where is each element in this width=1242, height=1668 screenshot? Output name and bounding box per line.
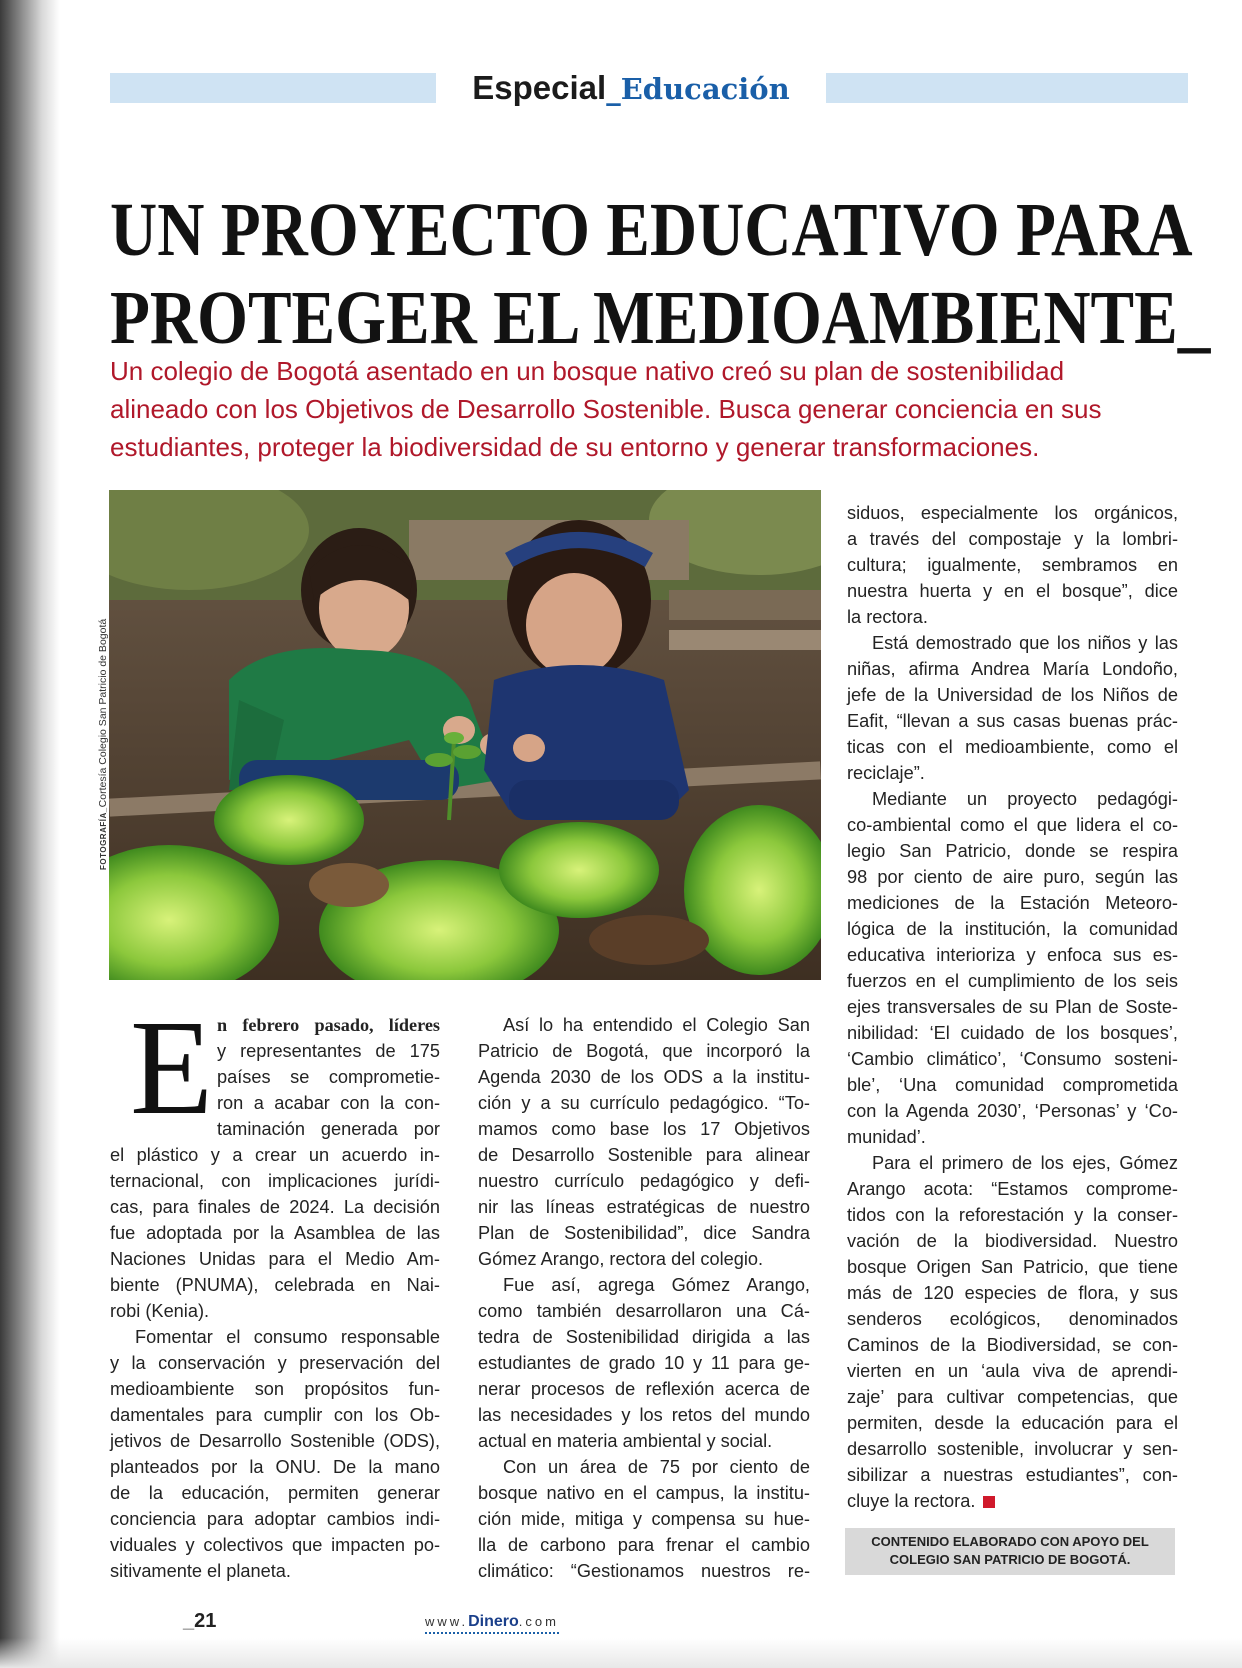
photo-credit-label: FOTOGRAFÍA_ — [99, 807, 108, 870]
text-line: nuestra huerta y en el bosque”, dice — [847, 581, 1178, 601]
article-column-2 — [478, 1012, 810, 1584]
text-line: Está demostrado que los niños y las — [872, 633, 1178, 653]
text-line: la rectora. — [847, 607, 928, 627]
text-line: ejes transversales de su Plan de Soste- — [847, 997, 1178, 1017]
site-url — [425, 1613, 559, 1634]
garden-photo-illustration — [109, 490, 821, 980]
text-line: mediciones de la Estación Meteoro- — [847, 893, 1178, 913]
text-line: Arango acota: “Estamos comprome- — [847, 1179, 1178, 1199]
section-label — [436, 66, 826, 110]
text-line: ble’, ‘Una comunidad comprometida — [847, 1075, 1178, 1095]
text-line: estudiantes de grado 10 y 11 para ge- — [478, 1353, 810, 1373]
text-line: a través del compostaje y la lombri- — [847, 529, 1178, 549]
text-line: biente (PNUMA), celebrada en Nai- — [110, 1275, 440, 1295]
text-line: lla de carbono para frenar el cambio — [478, 1535, 810, 1555]
sponsor-note-line: CONTENIDO ELABORADO CON APOYO DEL — [871, 1534, 1149, 1549]
text-line: planteados por la ONU. De la mano — [110, 1457, 440, 1477]
text-line: ternacional, con implicaciones jurídi- — [110, 1171, 440, 1191]
text-line: conciencia para adoptar cambios indi- — [110, 1509, 440, 1529]
text-line: lógica de la institución, la comunidad — [847, 919, 1178, 939]
site-url-prefix: www. — [425, 1614, 469, 1629]
text-line: permiten, desde la educación para el — [847, 1413, 1178, 1433]
text-line: más de 120 especies de flora, y sus — [847, 1283, 1178, 1303]
page-number — [183, 1610, 216, 1633]
text-line: Mediante un proyecto pedagógi- — [872, 789, 1178, 809]
text-line: Así lo ha entendido el Colegio San — [503, 1015, 810, 1035]
end-of-article-mark — [983, 1496, 995, 1508]
text-line-final-text: cluye la rectora. — [847, 1491, 976, 1511]
text-line: ción mide, mitiga y compensa su hue- — [478, 1509, 810, 1529]
text-line: Fomentar el consumo responsable — [135, 1327, 440, 1347]
text-line: reciclaje”. — [847, 763, 925, 783]
text-line: jefe de la Universidad de los Niños de — [847, 685, 1178, 705]
text-line: Plan de Sostenibilidad”, dice Sandra — [478, 1223, 810, 1243]
section-label-secondary: _Educación — [606, 72, 790, 106]
deck-line: alineado con los Objetivos de Desarrollo Sostenible. Busca generar conciencia en sus — [110, 394, 1102, 424]
text-line: con la Agenda 2030’, ‘Personas’ y ‘Co- — [847, 1101, 1178, 1121]
text-line: robi (Kenia). — [110, 1301, 210, 1321]
text-line: zaje’ para cultivar competencias, que — [847, 1387, 1178, 1407]
text-line: Patricio de Bogotá, que incorporó la — [478, 1041, 810, 1061]
text-line: Agenda 2030 de los ODS a la institu- — [478, 1067, 810, 1087]
text-line: de la educación, permiten generar — [110, 1483, 440, 1503]
photo-credit-text: Cortesía Colegio San Patricio de Bogotá — [97, 618, 109, 808]
text-line: Para el primero de los ejes, Gómez — [872, 1153, 1178, 1173]
lead-in-text: n febrero pasado, líderes — [217, 1015, 440, 1035]
text-line: nir las líneas estratégicas de nuestro — [478, 1197, 810, 1217]
text-line: y la conservación y preservación del — [110, 1353, 440, 1373]
page-number-prefix: _ — [183, 1610, 195, 1632]
page-bottom-shadow — [0, 1638, 1242, 1668]
text-line: vación de la biodiversidad. Nuestro — [847, 1231, 1178, 1251]
site-url-suffix: .com — [518, 1614, 559, 1629]
text-line: medioambiente son propósitos fun- — [110, 1379, 440, 1399]
sponsor-note-line: COLEGIO SAN PATRICIO DE BOGOTÁ. — [889, 1552, 1131, 1567]
text-line: Eafit, “llevan a sus casas buenas prác- — [847, 711, 1178, 731]
text-line: ron a acabar con la con- — [217, 1093, 440, 1113]
text-line: cultura; igualmente, sembramos en — [847, 555, 1178, 575]
headline-line: UN PROYECTO EDUCATIVO PARA — [110, 188, 1193, 272]
sponsor-note — [845, 1528, 1175, 1575]
text-line: y representantes de 175 — [217, 1041, 440, 1061]
text-line: tedra de Sostenibilidad dirigida a las — [478, 1327, 810, 1347]
text-line: fuerzos en el cumplimiento de los seis — [847, 971, 1178, 991]
text-line: viduales y colectivos que impacten po- — [110, 1535, 440, 1555]
text-line: ción y a su currículo pedagógico. “To- — [478, 1093, 810, 1113]
text-line: educativa interioriza y enfoca sus es- — [847, 945, 1178, 965]
text-line: vierten en un ‘aula viva de aprendi- — [847, 1361, 1178, 1381]
text-line: fue adoptada por la Asamblea de las — [110, 1223, 440, 1243]
text-line: taminación generada por — [217, 1119, 440, 1139]
article-photo — [109, 490, 821, 980]
text-line: las necesidades y los retos del mundo — [478, 1405, 810, 1425]
page-number-value: 21 — [194, 1610, 217, 1632]
text-line: nerar procesos de reflexión acerca de — [478, 1379, 810, 1399]
text-line: senderos ecológicos, denominados — [847, 1309, 1178, 1329]
drop-cap-wrap-block — [110, 993, 440, 1143]
text-line: climático: “Gestionamos nuestros re- — [478, 1561, 810, 1581]
text-line: co-ambiental como el que lidera el co- — [847, 815, 1178, 835]
drop-cap: E — [130, 993, 214, 1143]
text-line: países se comprometie- — [217, 1067, 440, 1087]
deck-line: estudiantes, proteger la biodiversidad de su entorno y generar transformaciones. — [110, 432, 1040, 462]
article-headline — [110, 186, 1211, 362]
text-line: ticas con el medioambiente, como el — [847, 737, 1178, 757]
text-line: de Desarrollo Sostenible para alinear — [478, 1145, 810, 1165]
photo-credit — [96, 540, 110, 870]
site-url-name: Dinero — [468, 1613, 519, 1630]
text-line: bosque Origen San Patricio, que tiene — [847, 1257, 1178, 1277]
text-line: nibilidad: ‘El cuidado de los bosques’, — [847, 1023, 1178, 1043]
text-line: el plástico y a crear un acuerdo in- — [110, 1145, 440, 1165]
text-line: mamos como base los 17 Objetivos — [478, 1119, 810, 1139]
text-line: legio San Patricio, donde se respira — [847, 841, 1178, 861]
text-line: actual en materia ambiental y social. — [478, 1431, 773, 1451]
text-line: Fue así, agrega Gómez Arango, — [503, 1275, 810, 1295]
text-line: nuestro currículo pedagógico y defi- — [478, 1171, 810, 1191]
text-line: cas, para finales de 2024. La decisión — [110, 1197, 440, 1217]
text-line: munidad’. — [847, 1127, 926, 1147]
article-column-3 — [847, 500, 1178, 1514]
deck-line: Un colegio de Bogotá asentado en un bosque nativo creó su plan de sostenibilidad — [110, 356, 1065, 386]
headline-line: PROTEGER EL MEDIOAMBIENTE_ — [110, 276, 1211, 360]
text-line: siduos, especialmente los orgánicos, — [847, 503, 1178, 523]
text-line: damentales para cumplir con los Ob- — [110, 1405, 440, 1425]
text-line: Caminos de la Biodiversidad, se con- — [847, 1335, 1178, 1355]
text-line: Con un área de 75 por ciento de — [503, 1457, 810, 1477]
text-line: desarrollo sostenible, involucrar y sen- — [847, 1439, 1178, 1459]
text-line: bosque nativo en el campus, la institu- — [478, 1483, 810, 1503]
text-line: jetivos de Desarrollo Sostenible (ODS), — [110, 1431, 440, 1451]
page-binding-shadow — [0, 0, 60, 1668]
section-label-primary: Especial — [472, 69, 607, 106]
article-deck — [110, 352, 1200, 466]
text-line: 98 por ciento de aire puro, según las — [847, 867, 1178, 887]
text-line: como también desarrollaron una Cá- — [478, 1301, 810, 1321]
text-line: sitivamente el planeta. — [110, 1561, 291, 1581]
text-line: ‘Cambio climático’, ‘Consumo sosteni- — [847, 1049, 1178, 1069]
text-line: sibilizar a nuestras estudiantes”, con- — [847, 1465, 1178, 1485]
article-column-1 — [110, 993, 440, 1584]
text-line: Naciones Unidas para el Medio Am- — [110, 1249, 440, 1269]
text-line-final — [847, 1488, 1178, 1514]
text-line: niñas, afirma Andrea María Londoño, — [847, 659, 1178, 679]
text-line: Gómez Arango, rectora del colegio. — [478, 1249, 764, 1269]
text-line: tidos con la reforestación y la conser- — [847, 1205, 1178, 1225]
